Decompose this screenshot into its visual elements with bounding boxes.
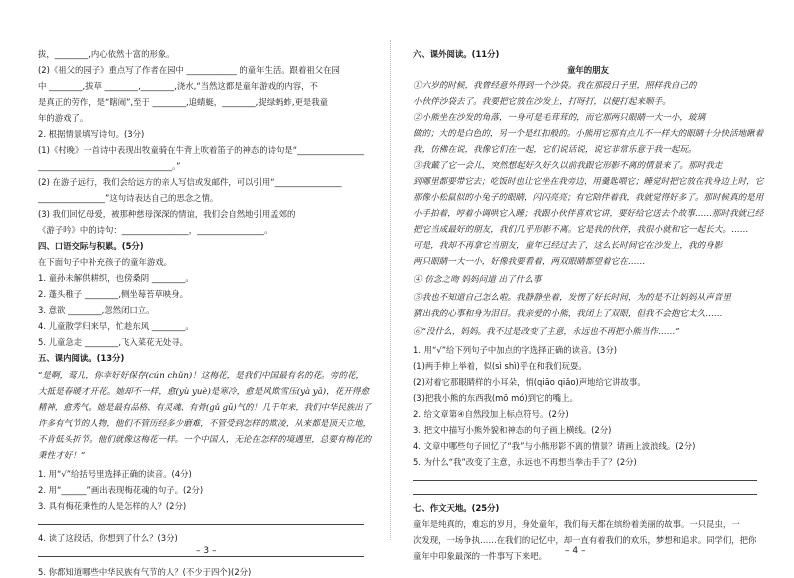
composition-line: 童年中印象最深的一件事写下来吧。 [413, 551, 547, 561]
section-heading: 七、作文天地。(25分) [413, 503, 500, 513]
section-heading: 五、课内阅读。(13分) [38, 353, 125, 363]
passage-line: 精神，愈秀气。她是最有品格、有灵魂、有骨(gǔ gū)气的！几千年来，我们中华民族出了 [38, 403, 372, 413]
text-line: (1)《村晚》一首诗中表现出牧童骑在牛背上吹着笛子的神态的诗句是“________________ [38, 145, 365, 155]
question: 3. 具有梅花秉性的人是怎样的人？(2分) [38, 501, 187, 511]
text-line: (2) 在游子远行，我们会给远方的亲人写信或发邮件，可以引用“________________ [38, 177, 342, 187]
story-line: 我，仿佛在说，我像它们在一起，它们说话说，说它非常乐意于我一起玩。 [413, 145, 697, 155]
question: 5. 为什么“我”改变了主意，永远也不再想当拳击手了？(2分) [413, 457, 637, 467]
passage-line: “是啊，莺儿，你幸好好保存(cún chǔn)！这梅花，是我们中国最有名的花。旁的花， [38, 371, 365, 381]
passage-line: 秉性才好！” [38, 451, 86, 461]
text-line: 拔，________,内心依然十富的形象。 [38, 49, 175, 59]
page-number: – 4 – [565, 546, 586, 556]
question: 1. 用“√”给括号里选择正确的读音。(4分) [38, 469, 192, 479]
text-line: 4. 儿童散学归来早，忙趁东风 ________。 [38, 321, 194, 331]
composition-line: 次发现，一场争执……在我们的记忆中，却一直有着我们的欢乐，梦想和追求。同学们，把你 [413, 535, 757, 545]
text-line: 在下面句子中补充孩子的童年游戏。 [38, 257, 172, 267]
story-line: 做的；大的是白色的，另一个是红扣般的。小熊用它那有点儿不一样大的眼睛十分快活地瞅着 [413, 129, 764, 139]
section-heading: 六、课外阅读。(11分) [413, 49, 500, 59]
question: 1. 用“√”给下列句子中加点的字选择正确的读音。(3分) [413, 345, 618, 355]
story-line: ④ 仿念之吻 妈妈问道 出了什么事 [413, 275, 542, 285]
text-line: 年的游戏了。 [38, 113, 89, 123]
composition-line: 童年是纯真的，难忘的岁月，身处童年，我们每天都在缤纷着美丽的故事。一只昆虫，一 [413, 519, 740, 529]
story-line: 可是，我却不再拿它当朋友，童年已经过去了，这么长时间它在沙发上，我的身影 [413, 241, 723, 251]
answer-line [413, 480, 757, 481]
text-line: 5. 儿童急走 ________,飞入菜花无处寻。 [38, 337, 188, 347]
text-line: 《游子吟》中的诗句：________________，________________。 [38, 225, 273, 235]
question: 3. 把文中描写小熊外貌和神态的句子画上横线。(2分) [413, 425, 612, 435]
question: (1)两手伸上举着，似(sì shì)乎在和我们玩耍。 [413, 361, 587, 371]
answer-line [38, 524, 364, 525]
text-line: (3) 我们回忆母爱，被那种慈母深深的情谊，我们会自然地引用孟郊的 [38, 209, 296, 219]
passage-line: 大抵是春暖才开花。她却不一样，愈(yù yuè)是寒冷，愈是风欺雪压(yà yā)，花开得愈 [38, 387, 370, 397]
story-title: 童年的朋友 [567, 65, 609, 75]
question: 2. 给文章第④自然段加上标点符号。(2分) [413, 409, 569, 419]
answer-line [413, 494, 757, 495]
question: 2. 根据情景填写诗句。(3分) [38, 129, 145, 139]
page-divider [390, 40, 391, 540]
story-line: ⑥“没什么，妈妈。我不过是改变了主意，永远也不再把小熊当作……” [413, 327, 680, 337]
story-line: 那像小松鼠似的小兔子的眼睛，闪闪亮亮；有它陪伴着我，我就觉得好多了。那时候真的是用 [413, 193, 764, 203]
text-line: 1. 童孙未解供耕织，也傍桑阴 ________。 [38, 273, 194, 283]
story-line: 到哪里都要带它去；吃饭时也让它坐在我旁边，用羹匙喂它；睡觉时把它放在我身边上时，它 [413, 177, 764, 187]
section-heading: 四、口语交际与积累。(5分) [38, 241, 144, 251]
text-line: ________________________________。” [38, 161, 181, 171]
question: 5. 你都知道哪些中华民族有气节的人？(不少于四个)(2分) [38, 567, 252, 577]
question: 4. 读了这段话，你想到了什么？(3分) [38, 533, 178, 543]
story-line: ③我戴了它一会儿，突然想起好久好久以前我跟它形影不离的情景来了。那时我走 [413, 161, 723, 171]
question: (3)把我小熊的东西我(mō mó)到它的嘴上。 [413, 393, 578, 403]
answer-line [38, 556, 364, 557]
page-number: – 3 – [196, 546, 217, 556]
story-line: ①六岁的时候，我曾经意外得到一个沙袋。我在那段日子里，照样我自己的 [413, 81, 697, 91]
story-line: 猜出我的心事和身为泪目。我亲爱的小熊，我闭上了双眼，但我不会抱它太久…… [413, 309, 723, 319]
text-line: 3. 意欲 ________,忽然闭口立。 [38, 305, 155, 315]
text-line: ________________”这句诗表达自己的思念之情。 [38, 193, 219, 203]
story-line: 小手拍着，哼着小调哄它入睡；我跟小伙伴喜欢它讲，要好给它送去个故事……那时我就已经 [413, 209, 764, 219]
story-line: 两只眼睛一大一小，好像我要看着，两双眼睛都望着它在…… [413, 257, 646, 267]
story-line: ⑤我也不知道自己怎么啦。我静静坐着，发愣了好长时间，为的是不让妈妈从声音里 [413, 293, 731, 303]
text-line: 是真正的劳作，是“瞎闹”,至于 ________,追蜻蜓，________,捉绿蚂蚱,更是我童 [38, 97, 328, 107]
question: 4. 文章中哪些句子回忆了“我”与小熊形影不离的情景？请画上波浪线。(2分) [413, 441, 696, 451]
question: (2)对着它那眼睛样的小耳朵，悄(qiāo qiǎo)声地给它讲故事。 [413, 377, 646, 387]
text-line: 2. 蓬头稚子 ________,侧坐莓苔草映身。 [38, 289, 188, 299]
story-line: 把它当成最好的朋友，我们几乎形影不离。它是我的伙伴，我很小就和它一起长大。…… [413, 225, 749, 235]
text-line: 中 ________,拔草 ________,________,浇水,“当然这都是童年游戏的内容，不 [38, 81, 318, 91]
question: 2. 用“______”画出表现梅花魂的句子。(2分) [38, 485, 204, 495]
text-line: (2)《祖父的园子》重点写了作者在园中 ____________ 的童年生活。跟着祖父在园 [38, 65, 340, 75]
story-line: 小伙伴沙袋去了。我要把它放在沙发上，打呀打，以便打起来顺手。 [413, 97, 671, 107]
passage-line: 不肯低头折节。他们就像这梅花一样。一个中国人，无论在怎样的境遇里，总要有梅花的 [38, 435, 372, 445]
story-line: ②小熊坐在沙发的角落，一身可是毛茸茸的，而它那两只眼睛一大一小，玻璃 [413, 113, 706, 123]
passage-line: 许多有气节的人物，他们不管历经多少磨难，不管受到怎样的欺凌，从来都是顶天立地， [38, 419, 372, 429]
